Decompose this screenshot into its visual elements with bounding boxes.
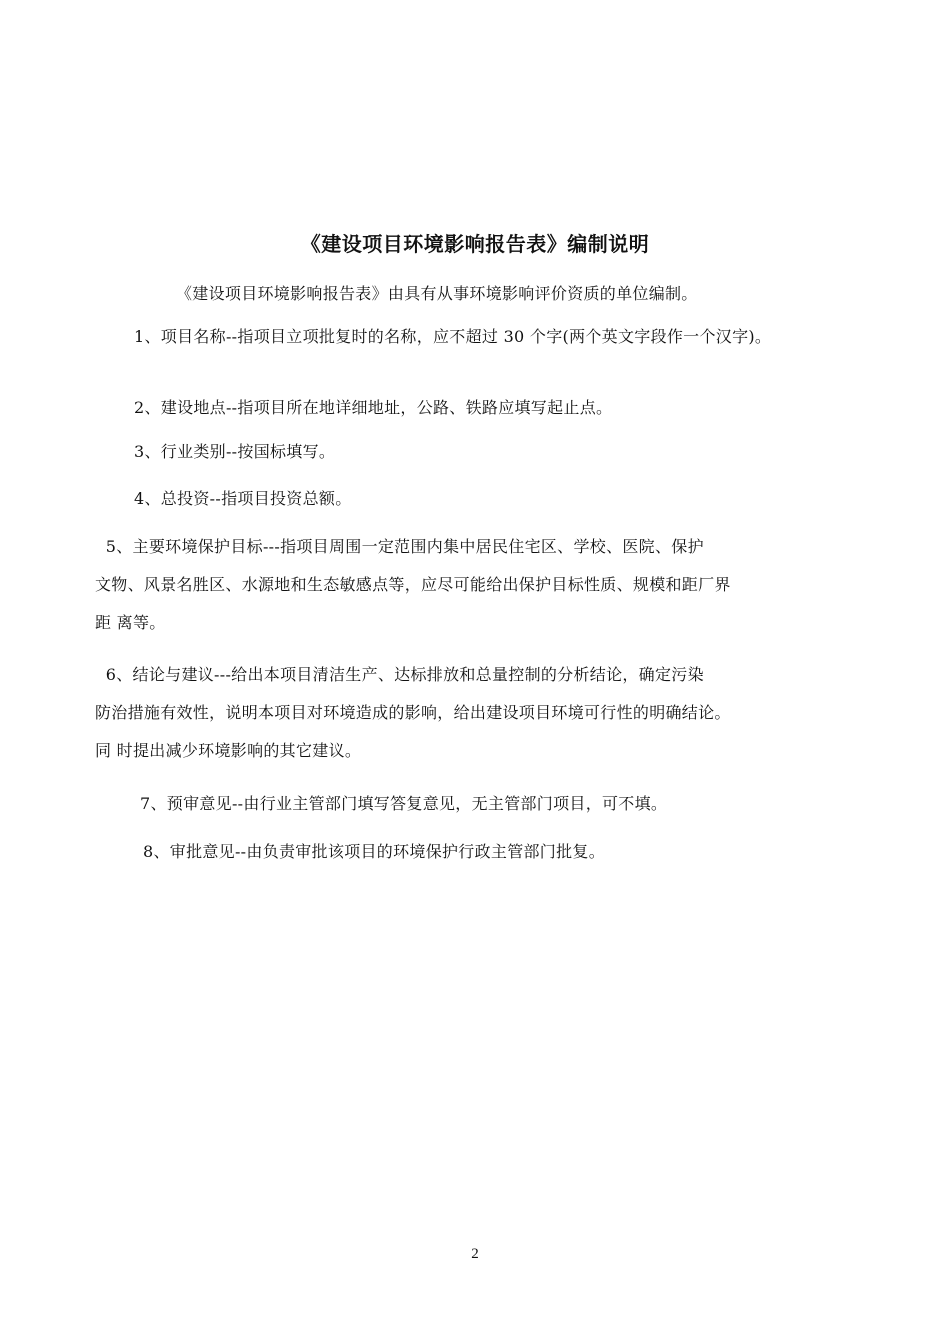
item-approval-opinion: 8、审批意见--由负责审批该项目的环境保护行政主管部门批复。 bbox=[143, 842, 605, 861]
protection-targets-line-3: 距 离等。 bbox=[95, 613, 166, 632]
item-protection-targets bbox=[95, 528, 865, 642]
conclusions-line-1: 6、结论与建议---给出本项目清洁生产、达标排放和总量控制的分析结论，确定污染 bbox=[95, 665, 704, 684]
page-number: 2 bbox=[471, 1246, 479, 1262]
item-project-name: 1、项目名称--指项目立项批复时的名称，应不超过 30 个字(两个英文字段作一个汉字)。 bbox=[134, 327, 772, 346]
item-total-investment: 4、总投资--指项目投资总额。 bbox=[134, 489, 352, 508]
protection-targets-line-2: 文物、风景名胜区、水源地和生态敏感点等，应尽可能给出保护目标性质、规模和距厂界 bbox=[95, 575, 731, 594]
item-conclusions bbox=[95, 656, 865, 770]
item-industry-category: 3、行业类别--按国标填写。 bbox=[134, 442, 336, 461]
document-title: 《建设项目环境影响报告表》编制说明 bbox=[300, 232, 650, 256]
protection-targets-line-1: 5、主要环境保护目标---指项目周围一定范围内集中居民住宅区、学校、医院、保护 bbox=[95, 537, 704, 556]
intro-paragraph: 《建设项目环境影响报告表》由具有从事环境影响评价资质的单位编制。 bbox=[176, 284, 698, 303]
conclusions-line-3: 同 时提出减少环境影响的其它建议。 bbox=[95, 741, 362, 760]
conclusions-line-2: 防治措施有效性，说明本项目对环境造成的影响，给出建设项目环境可行性的明确结论。 bbox=[95, 703, 731, 722]
item-construction-site: 2、建设地点--指项目所在地详细地址，公路、铁路应填写起止点。 bbox=[134, 398, 613, 417]
item-preliminary-review: 7、预审意见--由行业主管部门填写答复意见，无主管部门项目，可不填。 bbox=[140, 794, 668, 813]
